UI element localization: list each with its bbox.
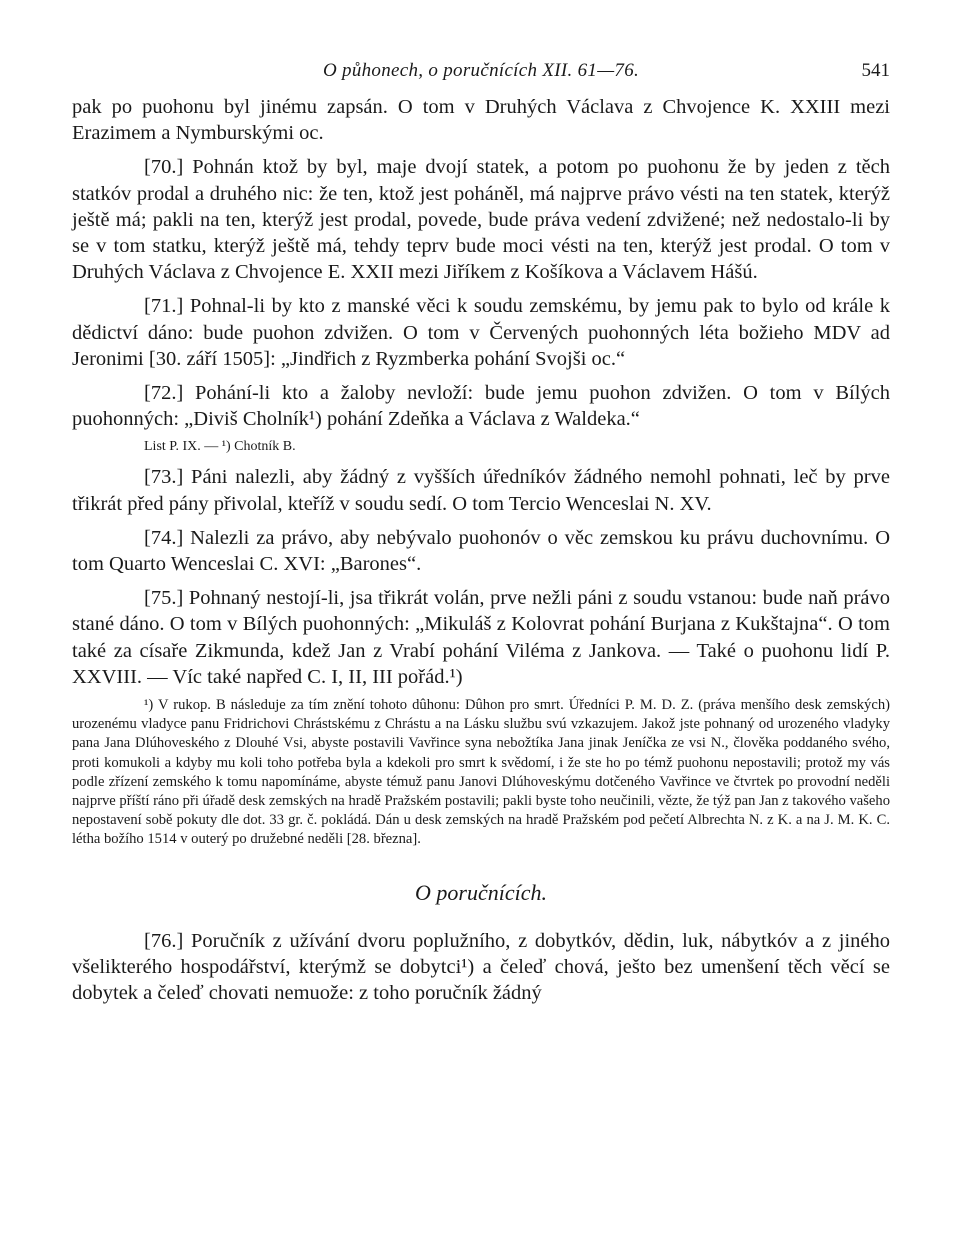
paragraph-74: [74.] Nalezli za právo, aby nebývalo puohonóv o věc zemskou ku právu duchovnímu. O tom Quarto Wenceslai C. XVI: „Barones“. — [72, 526, 890, 576]
document-page — [72, 60, 890, 1006]
footnote-75: ¹) V rukop. B následuje za tím znění tohoto dûhonu: Dûhon pro smrt. Úředníci P. M. D. Z. (práva menšího desk zemských) urozenému vladyce panu Fridrichovi Chrástskému z Chrástu a na Lásku službu svú vzkazujem. Jakož jste pohnaný od urozeného vladyky pana Jana Dlúhoveského z Dlouhé Vsi, abyste postavili Vavřince syna nebožtíka Jana jinak Jeníčka ze vsi N., člověka poddaného svého, proti komukoli a kdyby mu koli toho potřeba byla a kdekoli pro smrt k svědomí, i že ste ho po témž puohonu nepostavili; protož my vás podle zřízení zemského k tomu napomínáme, abyste témuž panu Janovi Dlúhoveskýmu dotčeného Vavřince ve čtvrtek po provodní neděli najprve příští ráno při úřadě desk zemských na hradě Pražském postavili; pakli byste toho neučinili, vězte, že týž pan Jan z takového vašeho nepostavení sobě pokuty dle dot. 33 gr. č. pokládá. Dán u desk zemských na hradě Pražském pod pečetí Albrechta N. z K. a na J. M. K. C. létha božího 1514 v outerý po družebné neděli [28. března]. — [72, 697, 890, 848]
paragraph-continuation: pak po puohonu byl jinému zapsán. O tom v Druhých Václava z Chvojence K. XXIII mezi Erazimem a Nymburskými oc. — [72, 96, 890, 145]
footnote-72: List P. IX. — ¹) Chotník B. — [144, 439, 296, 455]
page-number: 541 — [861, 60, 890, 81]
section-title: O poručnících. — [415, 879, 547, 905]
running-header — [72, 60, 890, 94]
paragraph-75: [75.] Pohnaný nestojí-li, jsa třikrát volán, prve nežli páni z soudu vstanou: bude naň právo stané dáno. O tom v Bílých puohonných: „Mikuláš z Kolovrat pohání Burjana z Kukštajna“. O tom také za císaře Zikmunda, kdež Jan z Vrabí pohání Viléma z Jankova. — Také o puohonu lidí P. XXVIII. — Víc také napřed C. I, II, III pořád.¹) — [72, 587, 890, 688]
header-title: O půhonech, o poručnících XII. 61—76. — [322, 60, 640, 81]
paragraph-76: [76.] Poručník z užívání dvoru poplužního, z dobytkóv, dědin, luk, nábytkóv a z jiného všelikterého hospodářství, kterýmž se dobytci¹) a čeleď chová, ješto bez umenšení těch věcí se dobytek a čeleď chovati nemuože: z toho poručník žádný — [72, 929, 890, 1005]
paragraph-70: [70.] Pohnán ktož by byl, maje dvojí statek, a potom po puohonu že by jeden z těch statkóv prodal a druhého nic: že ten, ktož jest poháněl, má najprve právo vésti na ten statek, kterýž ještě má; pakli na ten, kterýž jest prodal, povede, bude práva vedení zdvižené; než nedostalo-li by se v tom statku, kterýž ještě má, tehdy teprv bude moci vésti na ten, kterýž jest prodal. O tom v Druhých Václava z Chvojence E. XXII mezi Jiříkem z Košíkova a Václavem Hášú. — [72, 156, 890, 284]
paragraph-72: [72.] Pohání-li kto a žaloby nevloží: bude jemu puohon zdvižen. O tom v Bílých puohonných: „Diviš Cholník¹) pohání Zdeňka a Václava z Waldeka.“ — [72, 382, 890, 431]
paragraph-71: [71.] Pohnal-li by kto z manské věci k soudu zemskému, by jemu pak to bylo od krále k dědictví dáno: bude puohon zdvižen. O tom v Červených puohonných léta božieho MDV ad Jeronimi [30. září 1505]: „Jindřich z Ryzmberka pohání Svojši oc.“ — [72, 295, 890, 370]
paragraph-73: [73.] Páni nalezli, aby žádný z vyšších úředníkóv žádného nemohl pohnati, leč by prve třikrát před pány přivolal, kteříž v soudu sedí. O tom Tercio Wenceslai N. XV. — [72, 466, 890, 515]
document-body — [72, 94, 890, 1006]
